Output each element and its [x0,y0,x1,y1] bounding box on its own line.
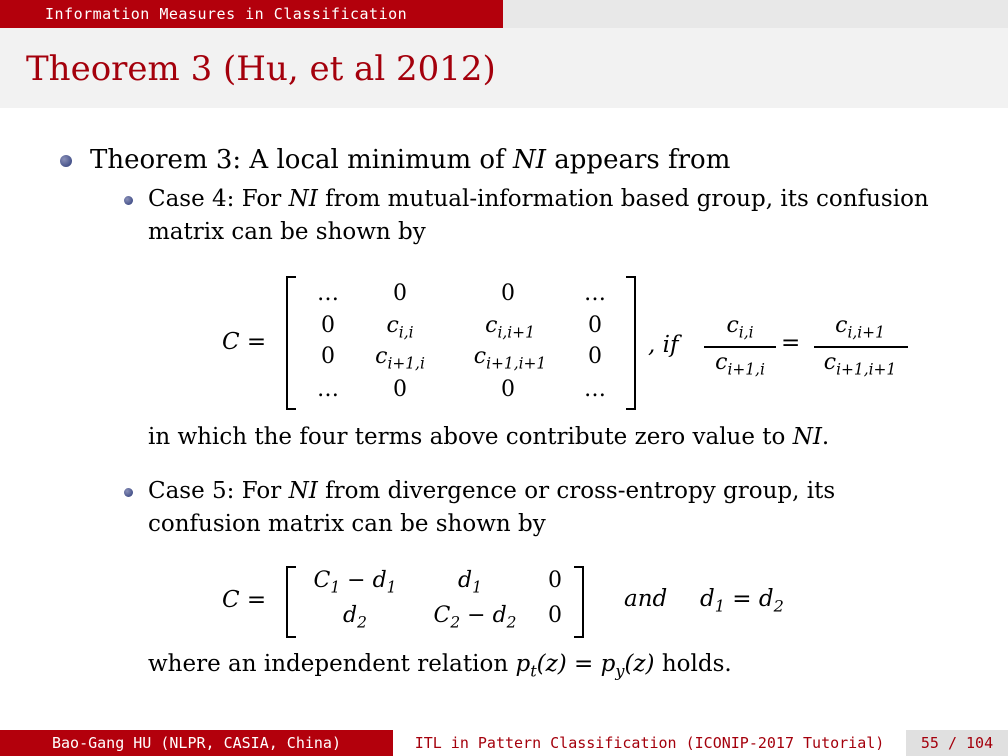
frac-left-bar [704,346,776,348]
matrix-cell: 0 [501,281,515,306]
case5-and: and [624,586,668,612]
matrix-cell: $d_1$ [458,568,482,597]
footer [0,730,1008,756]
matrix-cell: 0 [588,344,602,369]
case5-line2: confusion matrix can be shown by [148,511,546,537]
matrix-cell: $c_{i+1,i+1}$ [473,344,547,373]
matrix-cell: 0 [393,377,407,402]
matrix-cell: $c_{i+1,i}$ [375,344,425,373]
bracket-left [286,276,296,410]
frac-right-den: $c_{i+1,i+1}$ [823,350,897,379]
case4-after: in which the four terms above contribute zero value to NI. [148,424,830,450]
case5-lhs: C = [222,587,267,613]
matrix-cell: $C_2 - d_2$ [433,603,517,632]
matrix-cell: … [584,377,606,402]
section-title: Information Measures in Classification [0,0,503,28]
footer-page-number: 55 / 104 [906,730,1008,756]
bracket-left [286,566,296,638]
case4-line2: matrix can be shown by [148,219,426,245]
frac-left-den: $c_{i+1,i}$ [715,350,765,379]
matrix-cell: 0 [588,313,602,338]
case4-lhs: C = [222,329,267,355]
frac-left-num: $c_{i,i}$ [726,313,754,342]
bullet-case5-icon [124,488,133,497]
matrix-cell: $C_1 - d_1$ [313,568,397,597]
case5-line1: Case 5: For NI from divergence or cross-entropy group, its [148,478,836,504]
matrix-cell: … [317,377,339,402]
matrix-cell: $c_{i,i}$ [386,313,414,342]
frac-equals: = [781,330,801,356]
frac-right-num: $c_{i,i+1}$ [835,313,885,342]
bullet-1-icon [60,155,72,167]
matrix-cell: … [584,281,606,306]
matrix-cell: 0 [548,603,562,628]
matrix-cell: 0 [548,568,562,593]
footer-talk-title: ITL in Pattern Classification (ICONIP-2017 Tutorial) [393,730,906,756]
matrix-cell: 0 [501,377,515,402]
matrix-cell: $d_2$ [343,603,367,632]
matrix-cell: 0 [393,281,407,306]
bracket-right [626,276,636,410]
frac-right-bar [814,346,908,348]
matrix-cell: $c_{i,i+1}$ [485,313,535,342]
bracket-right [574,566,584,638]
theorem-statement: Theorem 3: A local minimum of NI appears from [90,145,731,175]
matrix-cell: 0 [321,344,335,369]
case5-after: where an independent relation $p_t(z) = p_y(z)$ holds. [148,651,732,681]
top-bar [0,0,1008,28]
slide-title: Theorem 3 (Hu, et al 2012) [26,49,496,89]
footer-author: Bao-Gang HU (NLPR, CASIA, China) [0,730,393,756]
matrix-cell: 0 [321,313,335,338]
case5-relation: $d_1 = d_2$ [700,586,784,616]
case4-condition-if: , if [648,332,679,358]
matrix-cell: … [317,281,339,306]
case4-line1: Case 4: For NI from mutual-information based group, its confusion [148,186,929,212]
bullet-case4-icon [124,196,133,205]
